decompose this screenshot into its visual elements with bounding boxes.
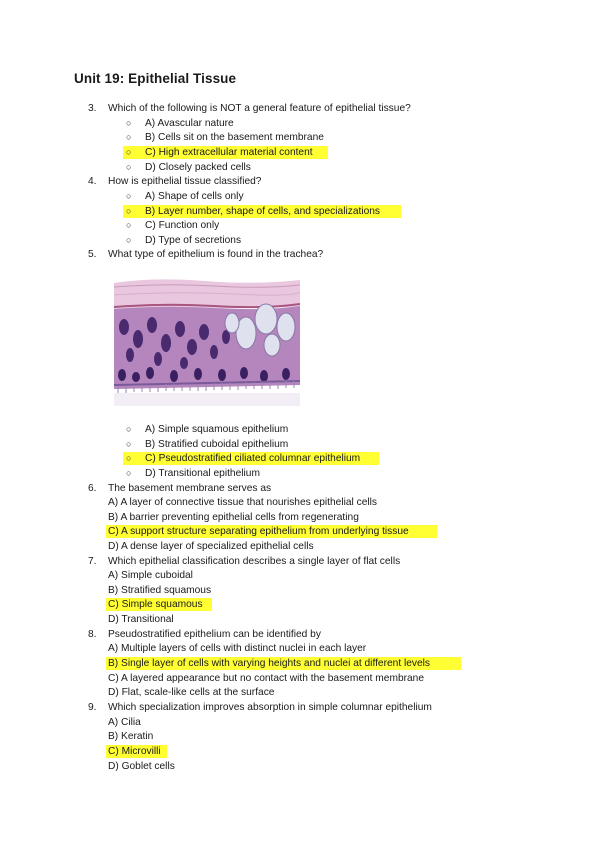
- option-text: B) A barrier preventing epithelial cells from regenerating: [108, 512, 359, 523]
- option-text: C) Function only: [145, 220, 220, 231]
- bullet-circle-icon: ○: [126, 162, 132, 172]
- option-text: A) Simple cuboidal: [108, 570, 193, 581]
- bullet-circle-icon: ○: [126, 468, 132, 478]
- bullet-circle-icon: ○: [126, 220, 132, 230]
- bullet-circle-icon: ○: [126, 235, 132, 245]
- option-text: A) Simple squamous epithelium: [145, 424, 289, 435]
- option-text: C) High extracellular material content: [145, 147, 313, 158]
- bullet-circle-icon: ○: [126, 118, 132, 128]
- option-text: D) Transitional epithelium: [145, 468, 260, 479]
- question-text: How is epithelial tissue classified?: [108, 176, 262, 187]
- page-title: Unit 19: Epithelial Tissue: [74, 71, 237, 86]
- option-text: D) Flat, scale-like cells at the surface: [108, 687, 275, 698]
- bullet-circle-icon: ○: [126, 147, 132, 157]
- option-text: A) Cilia: [108, 717, 141, 728]
- question-number: 5.: [88, 249, 97, 260]
- bullet-circle-icon: ○: [126, 439, 132, 449]
- question-number: 8.: [88, 629, 97, 640]
- option-text: A) A layer of connective tissue that nourishes epithelial cells: [108, 497, 377, 508]
- option-text: A) Multiple layers of cells with distinct nuclei in each layer: [108, 643, 367, 654]
- question-number: 6.: [88, 483, 97, 494]
- question-text: What type of epithelium is found in the trachea?: [108, 249, 324, 260]
- option-text: C) Pseudostratified ciliated columnar epithelium: [145, 453, 361, 464]
- question-number: 9.: [88, 702, 97, 713]
- question-text: Which specialization improves absorption in simple columnar epithelium: [108, 702, 432, 713]
- option-text: D) Type of secretions: [145, 235, 242, 246]
- option-text: D) Transitional: [108, 614, 174, 625]
- option-text: C) A layered appearance but no contact with the basement membrane: [108, 673, 425, 684]
- bullet-circle-icon: ○: [126, 191, 132, 201]
- option-text: B) Stratified squamous: [108, 585, 212, 596]
- option-text: C) A support structure separating epithelium from underlying tissue: [108, 526, 409, 537]
- option-text: B) Layer number, shape of cells, and specializations: [145, 206, 381, 217]
- option-text: B) Stratified cuboidal epithelium: [145, 439, 289, 450]
- question-number: 7.: [88, 556, 97, 567]
- question-text: The basement membrane serves as: [108, 483, 272, 494]
- question-text: Which epithelial classification describes a single layer of flat cells: [108, 556, 401, 567]
- option-text: C) Microvilli: [108, 746, 161, 757]
- option-text: B) Cells sit on the basement membrane: [145, 132, 324, 143]
- option-text: A) Shape of cells only: [145, 191, 244, 202]
- option-text: B) Keratin: [108, 731, 154, 742]
- trachea-histology-image: [114, 277, 300, 406]
- option-text: C) Simple squamous: [108, 599, 203, 610]
- question-number: 4.: [88, 176, 97, 187]
- question-text: Which of the following is NOT a general feature of epithelial tissue?: [108, 103, 411, 114]
- bullet-circle-icon: ○: [126, 132, 132, 142]
- question-text: Pseudostratified epithelium can be identified by: [108, 629, 321, 640]
- option-text: D) Closely packed cells: [145, 162, 251, 173]
- option-text: D) Goblet cells: [108, 761, 175, 772]
- option-text: D) A dense layer of specialized epithelial cells: [108, 541, 314, 552]
- option-text: A) Avascular nature: [145, 118, 234, 129]
- bullet-circle-icon: ○: [126, 206, 132, 216]
- question-number: 3.: [88, 103, 97, 114]
- bullet-circle-icon: ○: [126, 424, 132, 434]
- bullet-circle-icon: ○: [126, 453, 132, 463]
- option-text: B) Single layer of cells with varying heights and nuclei at different levels: [108, 658, 431, 669]
